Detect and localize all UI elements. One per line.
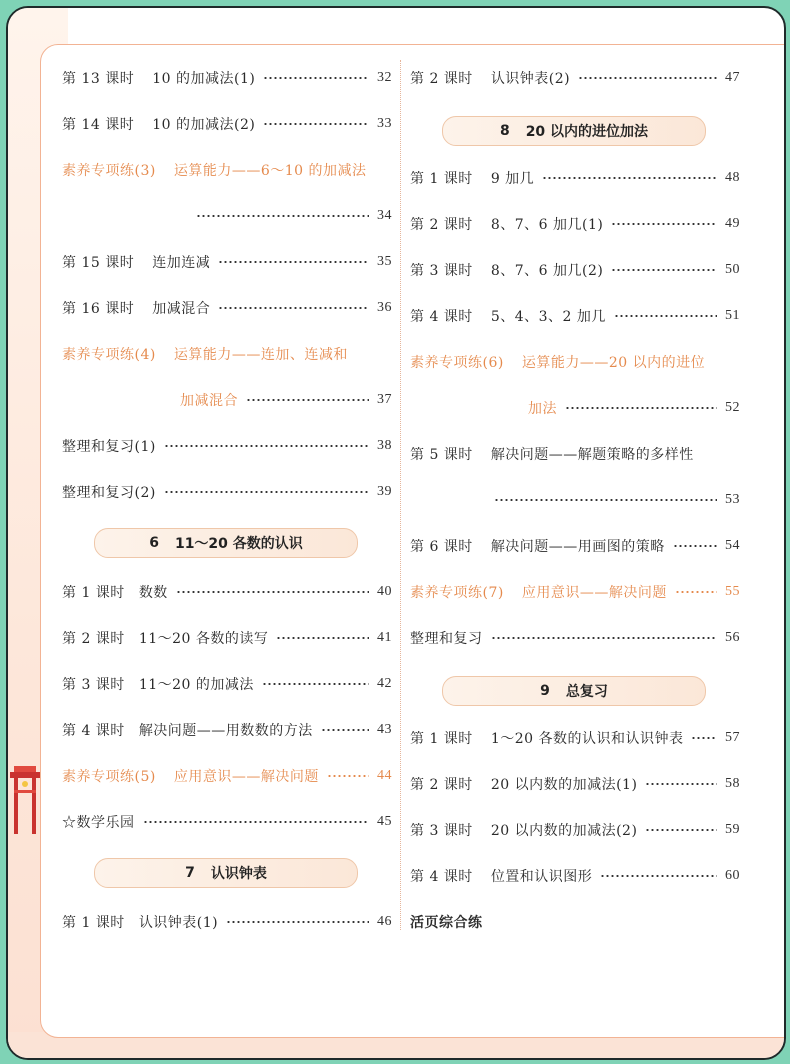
unit-banner[interactable]: [442, 116, 706, 146]
column-divider: [400, 60, 401, 930]
leader-dots: [494, 499, 717, 501]
lesson-label: 第 2 课时: [410, 71, 473, 87]
entry-title: 加减混合: [180, 393, 238, 409]
practice-label: 素养专项练(5): [62, 769, 156, 785]
entry-title: 加法: [528, 401, 557, 417]
leader-dots: [262, 683, 369, 685]
page-frame: [6, 6, 786, 1060]
page-number: 46: [377, 914, 392, 929]
page-number: 49: [725, 216, 740, 231]
unit-banner[interactable]: [442, 676, 706, 706]
page-number: 38: [377, 438, 392, 453]
toc-entry[interactable]: [410, 534, 740, 558]
entry-title: 位置和认识图形: [490, 869, 593, 885]
page-number: 33: [377, 116, 392, 131]
entry-title: 应用意识——解决问题: [521, 585, 667, 601]
leader-dots: [164, 445, 369, 447]
entry-title: 整理和复习(2): [62, 485, 156, 501]
entry-title: 数数: [138, 585, 168, 601]
toc-entry[interactable]: [410, 258, 740, 282]
toc-entry-continuation[interactable]: [410, 488, 740, 512]
leader-dots: [176, 591, 369, 593]
leader-dots: [645, 829, 717, 831]
entry-title: 8、7、6 加几(1): [490, 217, 604, 233]
entry-title: 加减混合: [152, 301, 211, 317]
leader-dots: [542, 177, 717, 179]
entry-title: 8、7、6 加几(2): [490, 263, 604, 279]
page-number: 51: [725, 308, 740, 323]
page-number: 48: [725, 170, 740, 185]
toc-entry[interactable]: [62, 480, 392, 504]
leader-dots: [491, 637, 718, 639]
unit-number: 9: [540, 683, 550, 699]
leader-dots: [691, 737, 717, 739]
page-number: 59: [725, 822, 740, 837]
unit-number: 6: [149, 535, 159, 551]
lesson-label: 第 1 课时: [410, 171, 473, 187]
unit-title: 11～20 各数的认识: [174, 536, 303, 552]
lesson-label: 第 1 课时: [62, 915, 125, 931]
leader-dots: [143, 821, 370, 823]
unit-banner[interactable]: [94, 858, 358, 888]
page-number: 44: [377, 768, 392, 783]
unit-number: 7: [185, 865, 195, 881]
decoration-icon: [8, 766, 44, 836]
page-number: 55: [725, 584, 740, 599]
toc-entry[interactable]: [62, 250, 392, 274]
leader-dots: [218, 261, 369, 263]
toc-entry-continuation[interactable]: [62, 388, 392, 412]
lesson-label: 第 15 课时: [62, 255, 135, 271]
lesson-label: 第 5 课时: [410, 447, 473, 463]
lesson-label: 第 3 课时: [410, 263, 473, 279]
toc-entry[interactable]: [410, 626, 740, 650]
page-number: 52: [725, 400, 740, 415]
leader-dots: [164, 491, 369, 493]
page-number: 58: [725, 776, 740, 791]
page-number: 36: [377, 300, 392, 315]
appendix-title: 活页综合练: [410, 915, 483, 931]
toc-entry[interactable]: [410, 212, 740, 236]
page-number: 41: [377, 630, 392, 645]
lesson-label: 第 4 课时: [410, 869, 473, 885]
lesson-label: 第 6 课时: [410, 539, 473, 555]
page-number: 54: [725, 538, 740, 553]
leader-dots: [276, 637, 369, 639]
page-number: 45: [377, 814, 392, 829]
lesson-label: 第 2 课时: [410, 777, 473, 793]
toc-entry[interactable]: [410, 818, 740, 842]
page-number: 37: [377, 392, 392, 407]
entry-title: 5、4、3、2 加几: [490, 309, 606, 325]
page-number: 39: [377, 484, 392, 499]
unit-number: 8: [499, 123, 510, 139]
page-number: 56: [725, 630, 740, 645]
leader-dots: [321, 729, 369, 731]
lesson-label: 第 1 课时: [62, 585, 125, 601]
lesson-label: 第 16 课时: [62, 301, 135, 317]
leader-dots: [565, 407, 717, 409]
entry-title: 20 以内数的加减法(2): [490, 823, 638, 839]
entry-title: 认识钟表(1): [138, 915, 219, 931]
entry-title: ☆数学乐园: [62, 815, 135, 831]
leader-dots: [673, 545, 717, 547]
toc-entry-continuation[interactable]: [410, 396, 740, 420]
toc-entry[interactable]: [410, 304, 740, 328]
leader-dots: [196, 215, 369, 217]
entry-title: 认识钟表(2): [490, 71, 571, 87]
toc-entry[interactable]: [62, 580, 392, 604]
page-number: 60: [725, 868, 740, 883]
leader-dots: [327, 775, 369, 777]
entry-title: 连加连减: [152, 255, 211, 271]
entry-title: 整理和复习: [410, 631, 483, 647]
toc-entry[interactable]: [62, 296, 392, 320]
entry-title: 20 以内数的加减法(1): [490, 777, 638, 793]
toc-entry[interactable]: [62, 112, 392, 136]
entry-title: 11～20 的加减法: [138, 677, 254, 693]
toc-entry[interactable]: [62, 910, 392, 934]
leader-dots: [263, 123, 369, 125]
leader-dots: [675, 591, 717, 593]
toc-entry[interactable]: [410, 772, 740, 796]
page-number: 42: [377, 676, 392, 691]
toc-entry[interactable]: [62, 672, 392, 696]
entry-title: 解决问题——解题策略的多样性: [490, 447, 694, 463]
toc-entry-special[interactable]: [62, 342, 392, 366]
toc-entry-special[interactable]: [62, 764, 392, 788]
leader-dots: [263, 77, 369, 79]
page-number: 40: [377, 584, 392, 599]
leader-dots: [645, 783, 717, 785]
unit-title: 总复习: [565, 684, 608, 700]
practice-label: 素养专项练(7): [410, 585, 504, 601]
lesson-label: 第 2 课时: [410, 217, 473, 233]
entry-title: 11～20 各数的读写: [138, 631, 269, 647]
lesson-label: 第 4 课时: [62, 723, 125, 739]
toc-entry-special[interactable]: [410, 580, 740, 604]
lesson-label: 第 4 课时: [410, 309, 473, 325]
toc-entry-special[interactable]: [62, 158, 392, 182]
toc-entry[interactable]: [62, 810, 392, 834]
toc-entry[interactable]: [410, 66, 740, 90]
entry-title: 应用意识——解决问题: [173, 769, 319, 785]
toc-entry-special[interactable]: [410, 350, 740, 374]
page-number: 35: [377, 254, 392, 269]
leader-dots: [578, 77, 717, 79]
toc-entry[interactable]: [62, 718, 392, 742]
page-number: 50: [725, 262, 740, 277]
toc-entry-appendix[interactable]: [410, 910, 740, 934]
practice-label: 素养专项练(3): [62, 163, 156, 179]
practice-label: 素养专项练(6): [410, 355, 504, 371]
lesson-label: 第 3 课时: [410, 823, 473, 839]
page-number: 32: [377, 70, 392, 85]
toc-entry-continuation[interactable]: [62, 204, 392, 228]
toc-entry[interactable]: [410, 864, 740, 888]
lesson-label: 第 14 课时: [62, 117, 135, 133]
unit-banner[interactable]: [94, 528, 358, 558]
toc-entry[interactable]: [410, 442, 740, 466]
entry-title: 10 的加减法(1): [152, 71, 256, 87]
entry-title: 9 加几: [490, 171, 535, 187]
leader-dots: [614, 315, 717, 317]
page-number: 53: [725, 492, 740, 507]
entry-title: 运算能力——连加、连减和: [173, 347, 348, 363]
toc-entry[interactable]: [62, 626, 392, 650]
toc-entry[interactable]: [410, 726, 740, 750]
entry-title: 运算能力——6～10 的加减法: [173, 163, 367, 179]
unit-title: 认识钟表: [210, 866, 267, 882]
entry-title: 1～20 各数的认识和认识钟表: [490, 731, 684, 747]
entry-title: 整理和复习(1): [62, 439, 156, 455]
leader-dots: [246, 399, 369, 401]
leader-dots: [611, 223, 717, 225]
toc-entry[interactable]: [62, 66, 392, 90]
lesson-label: 第 1 课时: [410, 731, 473, 747]
entry-title: 10 的加减法(2): [152, 117, 256, 133]
unit-title: 20 以内的进位加法: [525, 124, 649, 140]
entry-title: 运算能力——20 以内的进位: [521, 355, 706, 371]
leader-dots: [611, 269, 717, 271]
entry-title: 解决问题——用画图的策略: [490, 539, 665, 555]
page-number: 34: [377, 208, 392, 223]
page-number: 43: [377, 722, 392, 737]
practice-label: 素养专项练(4): [62, 347, 156, 363]
page-number: 57: [725, 730, 740, 745]
toc-entry[interactable]: [410, 166, 740, 190]
leader-dots: [218, 307, 369, 309]
page-number: 47: [725, 70, 740, 85]
toc-entry[interactable]: [62, 434, 392, 458]
leader-dots: [226, 921, 369, 923]
entry-title: 解决问题——用数数的方法: [138, 723, 313, 739]
lesson-label: 第 3 课时: [62, 677, 125, 693]
leader-dots: [600, 875, 717, 877]
lesson-label: 第 2 课时: [62, 631, 125, 647]
lesson-label: 第 13 课时: [62, 71, 135, 87]
